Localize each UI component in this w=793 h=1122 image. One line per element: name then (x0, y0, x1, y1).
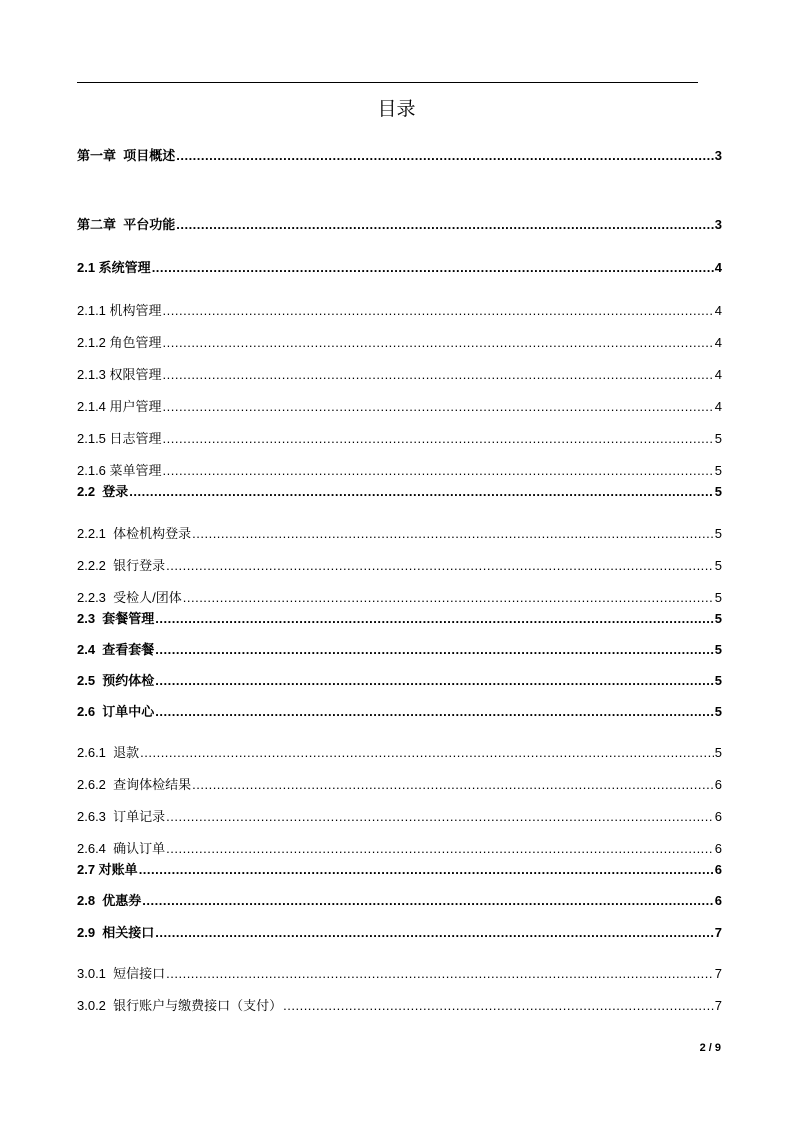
dot-leader (166, 965, 714, 983)
toc-entry-2-6-3[interactable] (77, 808, 722, 826)
toc-entry-2-1-3[interactable] (77, 366, 722, 384)
toc-entry-3-0-2[interactable] (77, 997, 722, 1015)
dot-leader (283, 997, 714, 1015)
toc-label: 3.0.2 银行账户与缴费接口（支付） (77, 998, 283, 1013)
dot-leader (155, 610, 713, 628)
toc-entry-2-1-5[interactable] (77, 430, 722, 448)
toc-entry-2-3[interactable] (77, 610, 722, 628)
dot-leader (142, 892, 713, 910)
dot-leader (155, 672, 713, 690)
toc-entry-2-6-1[interactable] (77, 744, 722, 762)
toc-entry-2-1-1[interactable] (77, 302, 722, 320)
toc-label: 2.1.2 角色管理 (77, 335, 162, 350)
toc-page-number: 6 (714, 841, 722, 856)
toc-label: 2.5 预约体检 (77, 673, 155, 688)
toc-page-number: 6 (714, 777, 722, 792)
toc-page-number: 5 (714, 526, 722, 541)
toc-page-number: 5 (714, 463, 722, 478)
toc-entry-2-8[interactable] (77, 892, 722, 910)
dot-leader (155, 641, 713, 659)
toc-label: 2.9 相关接口 (77, 925, 155, 940)
toc-page-number: 4 (714, 335, 722, 350)
toc-label: 2.2.3 受检人/团体 (77, 590, 182, 605)
toc-page-number: 3 (714, 148, 722, 163)
dot-leader (183, 589, 714, 607)
toc-entry-2-7[interactable] (77, 861, 722, 879)
toc-label: 2.1.4 用户管理 (77, 399, 162, 414)
dot-leader (192, 776, 714, 794)
toc-entry-2-1[interactable] (77, 259, 722, 277)
dot-leader (163, 430, 714, 448)
toc-label: 2.4 查看套餐 (77, 642, 155, 657)
dot-leader (166, 557, 714, 575)
toc-page-number: 7 (714, 966, 722, 981)
toc-entry-2-6[interactable] (77, 703, 722, 721)
toc-entry-2-2-1[interactable] (77, 525, 722, 543)
toc-page-number: 5 (714, 558, 722, 573)
toc-label: 2.1.6 菜单管理 (77, 463, 162, 478)
toc-page-number: 5 (714, 745, 722, 760)
toc-entry-2-5[interactable] (77, 672, 722, 690)
dot-leader (163, 462, 714, 480)
toc-label: 2.6.4 确认订单 (77, 841, 166, 856)
toc-label: 2.2 登录 (77, 484, 129, 499)
toc-page-number: 5 (714, 673, 722, 688)
toc-label: 2.8 优惠券 (77, 893, 142, 908)
toc-entry-2-1-2[interactable] (77, 334, 722, 352)
toc-page-number: 4 (714, 260, 722, 275)
dot-leader (140, 744, 714, 762)
toc-page-number: 6 (714, 809, 722, 824)
header-rule (77, 82, 698, 83)
dot-leader (163, 366, 714, 384)
dot-leader (152, 259, 714, 277)
toc-page-number: 3 (714, 217, 722, 232)
toc-page-number: 5 (714, 484, 722, 499)
toc-page-number: 4 (714, 367, 722, 382)
toc-page-number: 4 (714, 303, 722, 318)
toc-label: 2.6.2 查询体检结果 (77, 777, 192, 792)
dot-leader (176, 147, 714, 165)
dot-leader (129, 483, 713, 501)
toc-label: 2.1.3 权限管理 (77, 367, 162, 382)
toc-entry-2-2-3[interactable] (77, 589, 722, 607)
toc-page-number: 7 (714, 925, 722, 940)
dot-leader (155, 924, 713, 942)
page-title: 目录 (377, 99, 416, 120)
toc-page-number: 5 (714, 704, 722, 719)
toc-entry-2-1-6[interactable] (77, 462, 722, 480)
toc-entry-2-1-4[interactable] (77, 398, 722, 416)
toc-label: 2.6.1 退款 (77, 745, 140, 760)
dot-leader (163, 302, 714, 320)
toc-page-number: 6 (714, 893, 722, 908)
toc-entry-2-2-2[interactable] (77, 557, 722, 575)
toc-label: 2.2.2 银行登录 (77, 558, 166, 573)
dot-leader (166, 840, 714, 858)
dot-leader (176, 216, 714, 234)
toc-page-number: 5 (714, 431, 722, 446)
toc-label: 第二章 平台功能 (77, 217, 176, 232)
toc-page-number: 7 (714, 998, 722, 1013)
dot-leader (166, 808, 714, 826)
toc-label: 2.1.5 日志管理 (77, 431, 162, 446)
toc-entry-chapter-2[interactable] (77, 216, 722, 234)
toc-page-number: 5 (714, 642, 722, 657)
dot-leader (155, 703, 713, 721)
toc-entry-2-4[interactable] (77, 641, 722, 659)
toc-label: 2.6.3 订单记录 (77, 809, 166, 824)
toc-label: 3.0.1 短信接口 (77, 966, 166, 981)
page-indicator: 2 / 9 (699, 1042, 721, 1054)
toc-label: 2.1.1 机构管理 (77, 303, 162, 318)
dot-leader (163, 398, 714, 416)
toc-entry-2-6-4[interactable] (77, 840, 722, 858)
toc-page-number: 5 (714, 611, 722, 626)
dot-leader (139, 861, 714, 879)
toc-entry-chapter-1[interactable] (77, 147, 722, 165)
toc-label: 2.1 系统管理 (77, 260, 151, 275)
toc-page-number: 5 (714, 590, 722, 605)
toc-label: 2.6 订单中心 (77, 704, 155, 719)
dot-leader (192, 525, 714, 543)
toc-label: 2.2.1 体检机构登录 (77, 526, 192, 541)
toc-entry-3-0-1[interactable] (77, 965, 722, 983)
toc-label: 2.7 对账单 (77, 862, 138, 877)
toc-entry-2-6-2[interactable] (77, 776, 722, 794)
toc-entry-2-9[interactable] (77, 924, 722, 942)
toc-label: 第一章 项目概述 (77, 148, 176, 163)
dot-leader (163, 334, 714, 352)
toc-label: 2.3 套餐管理 (77, 611, 155, 626)
toc-entry-2-2[interactable] (77, 483, 722, 501)
toc-page-number: 4 (714, 399, 722, 414)
toc-page-number: 6 (714, 862, 722, 877)
